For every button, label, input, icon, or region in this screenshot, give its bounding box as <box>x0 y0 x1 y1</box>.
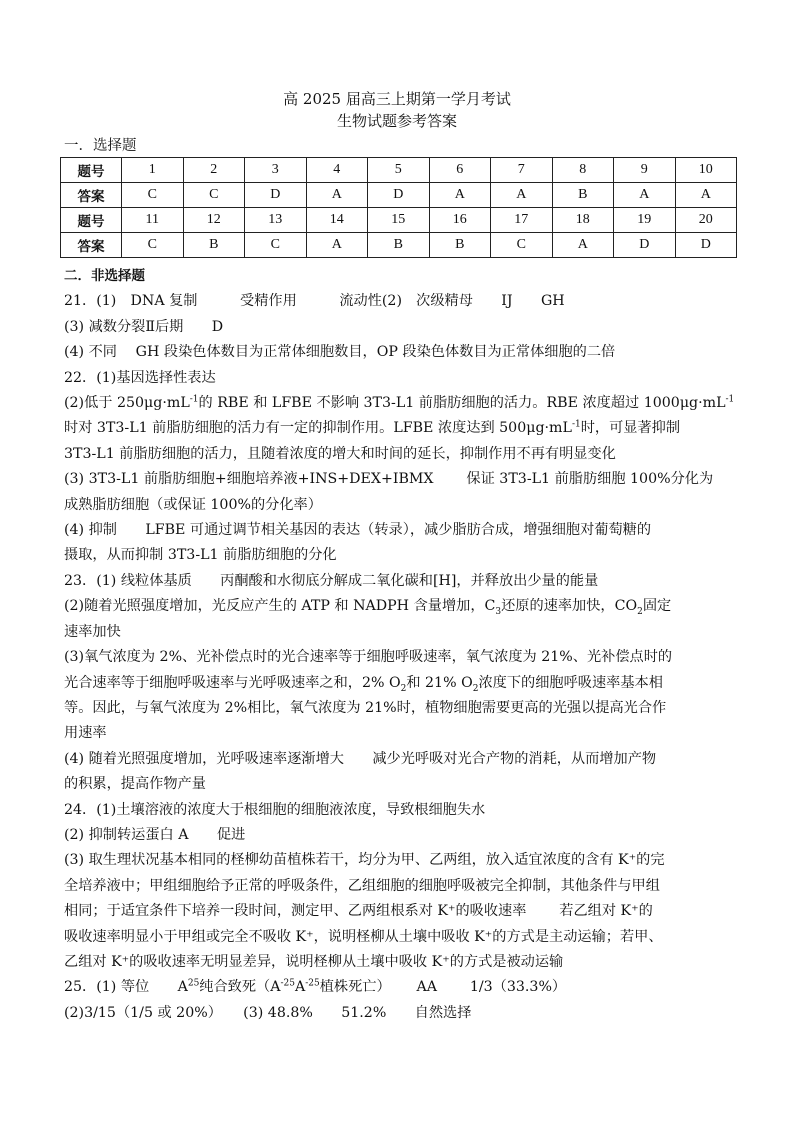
q22-line-6: 成熟脂肪细胞（或保证 100%的分化率） <box>64 496 322 513</box>
q22-l3-sup: -1 <box>571 419 581 430</box>
answer-cell: A <box>552 233 614 258</box>
answer-cell: D <box>614 233 676 258</box>
question-number-cell: 13 <box>245 208 307 233</box>
question-number-cell: 18 <box>552 208 614 233</box>
q24-line-4: 全培养液中；甲组细胞给予正常的呼吸条件，乙组细胞的细胞呼吸被完全抑制，其他条件与甲组 <box>64 877 660 894</box>
answer-cell: B <box>183 233 245 258</box>
row-label-answer: 答案 <box>61 183 122 208</box>
q22-line-1: 22．(1)基因选择性表达 <box>64 369 216 386</box>
answer-cell: C <box>245 233 307 258</box>
q25-l1-text-a: 25．(1) 等位 A <box>64 979 188 996</box>
question-number-cell: 2 <box>183 158 245 183</box>
question-number-cell: 11 <box>122 208 184 233</box>
q22-line-7: (4) 抑制 LFBE 可通过调节相关基因的表达（转录），减少脂肪合成，增强细胞对葡萄糖的 <box>64 522 652 539</box>
q22-l2-sup-2: -1 <box>725 394 735 405</box>
answer-cell: D <box>368 183 430 208</box>
answer-cell: A <box>675 183 737 208</box>
answer-cell: C <box>491 233 553 258</box>
answer-row <box>61 183 737 208</box>
q23-l5-text-a: 光合速率等于细胞呼吸速率与光呼吸速率之和，2% O <box>64 674 401 691</box>
question-number-cell: 9 <box>614 158 676 183</box>
answer-cell: B <box>368 233 430 258</box>
answer-cell: B <box>552 183 614 208</box>
exam-subtitle: 生物试题参考答案 <box>336 112 457 130</box>
question-number-cell: 16 <box>429 208 491 233</box>
q22-l2-sup: -1 <box>189 394 199 405</box>
section2-content <box>64 264 740 1026</box>
q22-line-2 <box>64 391 740 416</box>
answer-cell: C <box>183 183 245 208</box>
q23-line-3: 速率加快 <box>64 623 121 640</box>
question-number-cell: 3 <box>245 158 307 183</box>
q23-l5-sub-2: 2 <box>472 683 479 694</box>
q23-l2-text-b: 还原的速率加快，CO <box>501 598 638 615</box>
question-number-cell: 15 <box>368 208 430 233</box>
q23-l2-sub-2: 2 <box>637 607 643 618</box>
row-label-question: 题号 <box>61 158 122 183</box>
answer-cell: D <box>245 183 307 208</box>
answer-cell: A <box>429 183 491 208</box>
question-number-cell: 19 <box>614 208 676 233</box>
q23-line-8: (4) 随着光照强度增加，光呼吸速率逐渐增大 减少光呼吸对光合产物的消耗，从而增加产物 <box>64 750 657 767</box>
q23-line-5 <box>64 671 740 696</box>
question-number-cell: 17 <box>491 208 553 233</box>
question-number-cell: 20 <box>675 208 737 233</box>
q22-line-4: 3T3-L1 前脂肪细胞的活力，且随着浓度的增大和时间的延长，抑制作用不再有明显变化 <box>64 445 616 462</box>
answer-cell: A <box>306 183 368 208</box>
answer-cell: A <box>491 183 553 208</box>
q23-l2-text-c: 固定 <box>642 598 672 615</box>
question-number-cell: 8 <box>552 158 614 183</box>
q23-line-6: 等。因此，与氧气浓度为 2%相比，氧气浓度为 21%时，植物细胞需要更高的光强以提高光合作 <box>64 699 667 716</box>
question-number-cell: 6 <box>429 158 491 183</box>
q22-l2-text-a: (2)低于 250μg·mL <box>64 395 190 412</box>
q23-l5-text-b: 和 21% O <box>406 674 473 691</box>
answer-row <box>61 233 737 258</box>
q25-l1-sup: 25 <box>187 978 200 989</box>
answer-cell: A <box>306 233 368 258</box>
answer-cell: A <box>614 183 676 208</box>
q23-line-1: 23．(1) 线粒体基质 丙酮酸和水彻底分解成二氧化碳和[H]，并释放出少量的能量 <box>64 572 599 589</box>
row-label-answer: 答案 <box>61 233 122 258</box>
q23-line-7: 用速率 <box>64 725 107 742</box>
q22-l3-text-a: 时对 3T3-L1 前脂肪细胞的活力有一定的抑制作用。LFBE 浓度达到 500μg·mL <box>64 420 572 437</box>
q24-line-6: 吸收速率明显小于甲组或完全不吸收 K⁺，说明柽柳从土壤中吸收 K⁺的方式是主动运输；若甲、 <box>64 928 663 945</box>
q25-l1-sup-3: -25 <box>305 978 320 989</box>
q24-line-3: (3) 取生理状况基本相同的柽柳幼苗植株若干，均分为甲、乙两组，放入适宜浓度的含有 K⁺的完 <box>64 852 665 869</box>
q22-l2-text-b: 的 RBE 和 LFBE 不影响 3T3-L1 前脂肪细胞的活力。RBE 浓度超过 1000μg·mL <box>198 395 726 412</box>
question-number-row <box>61 208 737 233</box>
question-number-cell: 7 <box>491 158 553 183</box>
q24-line-7: 乙组对 K⁺的吸收速率无明显差异，说明柽柳从土壤中吸收 K⁺的方式是被动运输 <box>64 953 564 970</box>
q25-l1-text-b: 纯合致死（A <box>199 979 281 996</box>
row-label-question: 题号 <box>61 208 122 233</box>
answer-cell: D <box>675 233 737 258</box>
question-number-row <box>61 158 737 183</box>
q23-l5-sub: 2 <box>400 683 407 694</box>
question-number-cell: 5 <box>368 158 430 183</box>
q25-l1-text-d: 植株死亡） AA 1/3（33.3%） <box>319 979 567 996</box>
question-number-cell: 14 <box>306 208 368 233</box>
q23-l2-text-a: (2)随着光照强度增加，光反应产生的 ATP 和 NADPH 含量增加，C <box>64 598 496 615</box>
question-number-cell: 12 <box>183 208 245 233</box>
section1-heading: 一．选择题 <box>64 138 137 154</box>
q23-line-4: (3)氧气浓度为 2%、光补偿点时的光合速率等于细胞呼吸速率，氧气浓度为 21%、光补偿点时的 <box>64 649 673 666</box>
q25-line-1 <box>64 975 740 1000</box>
q21-line-3: (4) 不同 GH 段染色体数目为正常体细胞数目，OP 段染色体数目为正常体细胞的二倍 <box>64 344 616 361</box>
question-number-cell: 10 <box>675 158 737 183</box>
q22-l3-text-b: 时，可显著抑制 <box>580 420 681 437</box>
q23-line-2 <box>64 594 740 619</box>
q23-l5-text-c: 浓度下的细胞呼吸速率基本相 <box>478 674 663 691</box>
q22-line-3 <box>64 416 740 441</box>
answer-cell: C <box>122 233 184 258</box>
q21-line-2: (3) 减数分裂Ⅱ后期 D <box>64 318 224 335</box>
q24-line-2: (2) 抑制转运蛋白 A 促进 <box>64 826 246 843</box>
answer-cell: B <box>429 233 491 258</box>
answer-cell: C <box>122 183 184 208</box>
section2-heading: 二．非选择题 <box>64 268 145 284</box>
q24-line-1: 24．(1)土壤溶液的浓度大于根细胞的细胞液浓度，导致根细胞失水 <box>64 801 486 818</box>
q23-line-9: 的积累，提高作物产量 <box>64 776 206 793</box>
answer-table <box>60 157 737 258</box>
q25-l1-text-c: A <box>294 979 306 996</box>
exam-title: 高 2025 届高三上期第一学月考试 <box>283 90 511 108</box>
q22-line-8: 摄取，从而抑制 3T3-L1 前脂肪细胞的分化 <box>64 547 337 564</box>
question-number-cell: 1 <box>122 158 184 183</box>
q22-line-5: (3) 3T3-L1 前脂肪细胞+细胞培养液+INS+DEX+IBMX 保证 3T3-L1 前脂肪细胞 100%分化为 <box>64 471 714 488</box>
question-number-cell: 4 <box>306 158 368 183</box>
q23-l2-sub: 3 <box>495 607 502 618</box>
q25-line-2: (2)3/15（1/5 或 20%） (3) 48.8% 51.2% 自然选择 <box>64 1004 472 1021</box>
q24-line-5: 相同；于适宜条件下培养一段时间，测定甲、乙两组根系对 K⁺的吸收速率 若乙组对 K⁺的 <box>64 903 653 920</box>
q21-line-1: 21．(1) DNA 复制 受精作用 流动性(2) 次级精母 IJ GH <box>64 293 565 310</box>
q25-l1-sup-2: -25 <box>280 978 295 989</box>
